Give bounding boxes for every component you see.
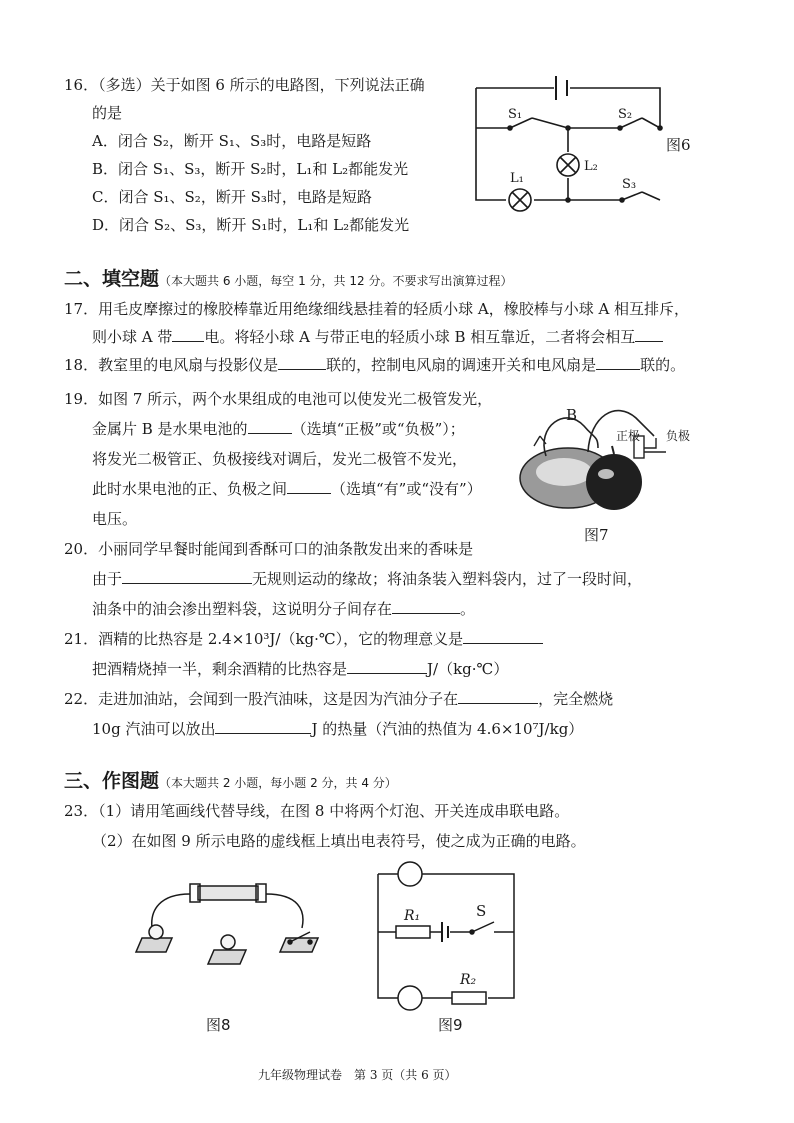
- q22-blank-1: [458, 689, 538, 704]
- q19-line1: 19．如图 7 所示，两个水果组成的电池可以使发光二极管发光，: [64, 390, 493, 408]
- q18-text-1: 18．教室里的电风扇与投影仪是: [64, 356, 279, 374]
- fig9-r2-label: R₂: [460, 972, 477, 988]
- fig6-l1-label: L₁: [510, 171, 524, 186]
- q21-text-3: J/（kg·℃）: [427, 660, 509, 678]
- q19-blank-1: [248, 419, 292, 434]
- section-2-note: （本大题共 6 小题，每空 1 分，共 12 分。不要求写出演算过程）: [159, 274, 513, 288]
- q18-text-2: 联的，控制电风扇的调速开关和电风扇是: [326, 356, 597, 374]
- q21-blank-1: [463, 629, 543, 644]
- q20-line2: [92, 568, 642, 590]
- q20-line1: 20．小丽同学早餐时能闻到香酥可口的油条散发出来的香味是: [64, 540, 474, 558]
- section-2-heading: [64, 264, 512, 291]
- q22-text-2: ，完全燃烧: [538, 690, 614, 708]
- q23-line1: 23．（1）请用笔画线代替导线，在图 8 中将两个灯泡、开关连成串联电路。: [64, 802, 570, 820]
- q16-option-b: B．闭合 S₁、S₃，断开 S₂时，L₁和 L₂都能发光: [92, 160, 409, 178]
- q22-text-4: J 的热量（汽油的热值为 4.6×10⁷J/kg）: [311, 720, 584, 738]
- q19-line3: 将发光二极管正、负极接线对调后，发光二极管不发光，: [92, 450, 468, 468]
- figure-7-fruit-battery: [506, 396, 696, 546]
- q21-blank-2: [347, 659, 427, 674]
- fig9-r1-label: R₁: [404, 908, 421, 924]
- q19-line2: [92, 418, 465, 440]
- section-2-title: 二、填空题: [64, 268, 160, 290]
- section-3-title: 三、作图题: [64, 770, 160, 792]
- page-footer: 九年级物理试卷 第 3 页（共 6 页）: [258, 1068, 457, 1082]
- q17-line2: [92, 326, 663, 348]
- q20-line3: [92, 598, 475, 620]
- q16-option-c: C．闭合 S₁、S₂，断开 S₃时，电路是短路: [92, 188, 372, 206]
- q21-text-1: 21．酒精的比热容是 2.4×10³J/（kg·℃），它的物理意义是: [64, 630, 464, 648]
- fig7-negative-label: 负极: [666, 429, 691, 443]
- figure-6-circuit: [470, 66, 720, 216]
- q21-text-2: 把酒精烧掉一半，剩余酒精的比热容是: [92, 660, 348, 678]
- q19-text-3: 此时水果电池的正、负极之间: [92, 480, 288, 498]
- fig6-caption: 图6: [666, 136, 691, 154]
- q19-blank-2: [287, 479, 331, 494]
- q20-blank-1: [122, 569, 252, 584]
- fig8-caption: 图8: [206, 1016, 231, 1034]
- q21-line1: [64, 628, 543, 650]
- fig7-caption: 图7: [584, 526, 609, 544]
- q17-blank-1: [172, 327, 204, 342]
- fig7-b-label: B: [566, 406, 578, 424]
- q20-text-2: 无规则运动的缘故；将油条装入塑料袋内，过了一段时间，: [252, 570, 643, 588]
- q20-blank-2: [392, 599, 460, 614]
- q18-line: [64, 354, 685, 376]
- figure-8-components: [130, 880, 350, 990]
- q19-line5: 电压。: [92, 510, 138, 528]
- q19-text-1: 金属片 B 是水果电池的: [92, 420, 248, 438]
- q16-option-a: A．闭合 S₂，断开 S₁、S₃时，电路是短路: [92, 132, 372, 150]
- q21-line2: [92, 658, 508, 680]
- section-3-note: （本大题共 2 小题，每小题 2 分，共 4 分）: [159, 776, 397, 790]
- q22-line1: [64, 688, 613, 710]
- q16-stem: 16．（多选）关于如图 6 所示的电路图，下列说法正确: [64, 76, 425, 94]
- q17-text-1: 则小球 A 带: [92, 328, 173, 346]
- q19-text-2: （选填“正极”或“负极”）；: [291, 420, 465, 438]
- q22-text-3: 10g 汽油可以放出: [92, 720, 216, 738]
- q18-text-3: 联的。: [640, 356, 686, 374]
- q19-text-4: （选填“有”或“没有”）: [331, 480, 482, 498]
- q18-blank-2: [596, 355, 640, 370]
- q22-line2: [92, 718, 583, 740]
- q23-line2: （2）在如图 9 所示电路的虚线框上填出电表符号，使之成为正确的电路。: [92, 832, 586, 850]
- q17-text-2: 电。将轻小球 A 与带正电的轻质小球 B 相互靠近，二者将会相互: [204, 328, 636, 346]
- q18-blank-1: [278, 355, 326, 370]
- section-3-heading: [64, 766, 397, 793]
- fig9-caption: 图9: [438, 1016, 463, 1034]
- q22-text-1: 22．走进加油站，会闻到一股汽油味，这是因为汽油分子在: [64, 690, 459, 708]
- fig6-s3-label: S₃: [622, 177, 637, 192]
- q20-text-1: 由于: [92, 570, 123, 588]
- q20-text-4: 。: [460, 600, 476, 618]
- q19-line4: [92, 478, 482, 500]
- fig6-s1-label: S₁: [508, 107, 523, 122]
- q17-blank-2: [635, 327, 663, 342]
- q22-blank-2: [215, 719, 311, 734]
- fig6-l2-label: L₂: [584, 159, 598, 174]
- q20-text-3: 油条中的油会渗出塑料袋，这说明分子间存在: [92, 600, 393, 618]
- q16-option-d: D．闭合 S₂、S₃，断开 S₁时，L₁和 L₂都能发光: [92, 216, 410, 234]
- q16-stem-cont: 的是: [92, 104, 123, 122]
- fig9-s-label: S: [476, 902, 487, 920]
- fig6-s2-label: S₂: [618, 107, 633, 122]
- q17-line1: 17．用毛皮摩擦过的橡胶棒靠近用绝缘细线悬挂着的轻质小球 A，橡胶棒与小球 A 相互排斥，: [64, 300, 690, 318]
- figure-9-circuit: [372, 860, 532, 1030]
- fig7-positive-label: 正极: [616, 429, 641, 443]
